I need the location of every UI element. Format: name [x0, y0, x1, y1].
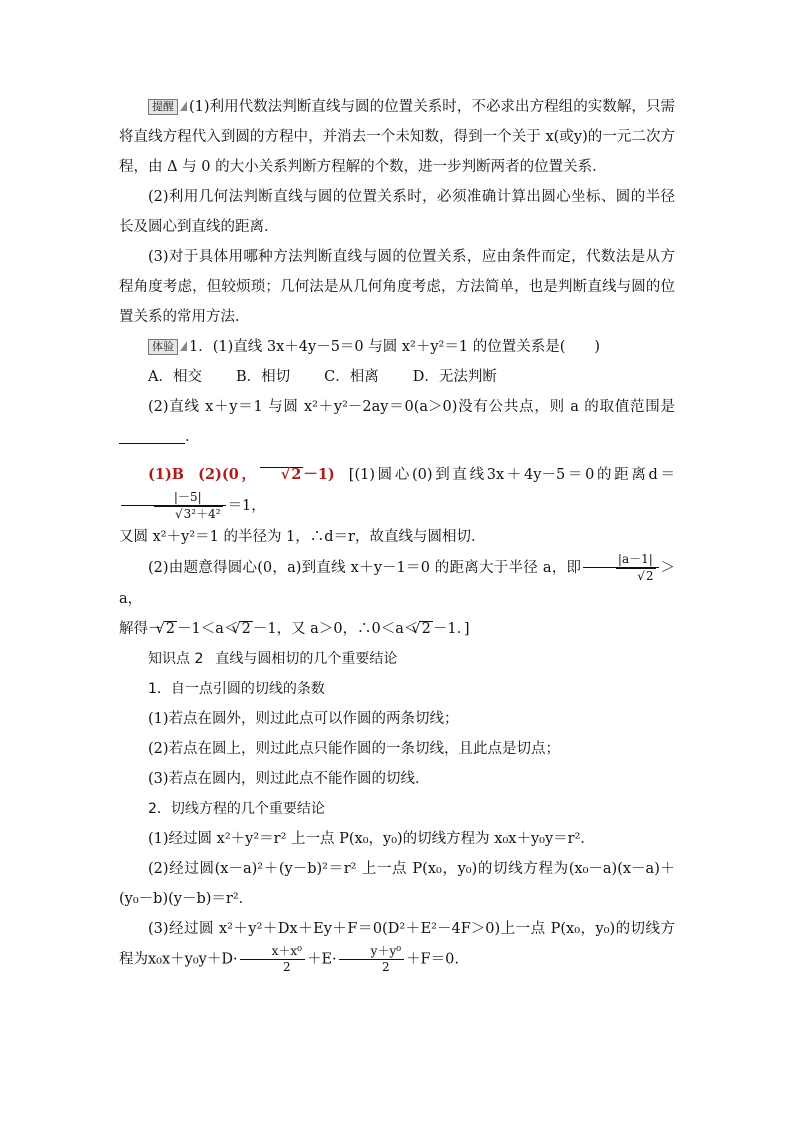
option-d: D．无法判断 — [412, 369, 497, 385]
section-1-item-2: (2)若点在圆上，则过此点只能作圆的一条切线，且此点是切点； — [148, 741, 561, 757]
answer-line-2: 又圆 x²＋y²＝1 的半径为 1，∴d＝r，故直线与圆相切． — [119, 529, 486, 545]
answer-2: (2)(0，√ 2 －1) — [198, 466, 335, 483]
exercise-options — [119, 362, 675, 392]
hint-paragraph-2: (2)利用几何法判断直线与圆的位置关系时，必须准确计算出圆心坐标、圆的半径长及圆心到直线的距离． — [119, 189, 675, 235]
section-1-item-1: (1)若点在圆外，则过此点可以作圆的两条切线； — [148, 711, 459, 727]
tag-corner-icon — [180, 101, 187, 111]
content — [119, 92, 675, 975]
hint-tag: 提醒 — [148, 99, 178, 115]
answer-blank — [119, 427, 185, 444]
distance-fraction-2: |a－1| √ 2 — [583, 552, 658, 584]
distance-fraction: |－5| √ 3²＋4² — [121, 490, 226, 522]
section-2-item-3: (3)经过圆 x²＋y²＋Dx＋Ey＋F＝0(D²＋E²－4F＞0)上一点 P(x₀，y₀)的切线方程为x₀x＋y₀y＋D· $\frac{\text{x＋x⁰}}{2}$ ＋E· $\frac{\text{y＋y⁰}}{2}$ ＋F＝0. — [119, 921, 675, 974]
option-b: B．相切 — [235, 369, 291, 385]
section-2-title: 2．切线方程的几个重要结论 — [148, 801, 325, 817]
hint-paragraph-3: (3)对于具体用哪种方法判断直线与圆的位置关系，应由条件而定，代数法是从方程角度考虑，但较烦琐；几何法是从几何角度考虑，方法简单，也是判断直线与圆的位置关系的常用方法． — [119, 249, 675, 325]
section-1-item-3: (3)若点在圆内，则过此点不能作圆的切线． — [148, 771, 430, 787]
option-a: A．相交 — [148, 369, 202, 385]
exercise-question-1: 体验 1．(1)直线 3x＋4y－5＝0 与圆 x²＋y²＝1 的位置关系是( ) — [119, 332, 675, 362]
tangent-fraction-1: $\frac{\text{x＋x⁰}}{2}$ — [240, 944, 305, 975]
exercise-question-2: (2)直线 x＋y＝1 与圆 x²＋y²－2ay＝0(a＞0)没有公共点，则 a 的取值范围是． — [119, 392, 675, 452]
exercise-tag: 体验 — [148, 339, 178, 355]
knowledge-title: 知识点 2 直线与圆相切的几个重要结论 — [148, 651, 398, 667]
tangent-fraction-2: $\frac{\text{y＋y⁰}}{2}$ — [339, 944, 404, 975]
hint-paragraph-1: 提醒 (1)利用代数法判断直线与圆的位置关系时，不必求出方程组的实数解，只需将直线方程代入到圆的方程中，并消去一个未知数，得到一个关于 x(或y)的一元二次方程，由 Δ 与 0 的大小关系判断方程解的个数，进一步判断两者的位置关系． — [119, 99, 675, 175]
answer-line-3: (2)由题意得圆心(0，a)到直线 x＋y－1＝0 的距离大于半径 a，即 |a－1| √ 2 ＞a， — [119, 552, 675, 614]
tag-corner-icon — [180, 341, 187, 351]
section-2-item-1: (1)经过圆 x²＋y²＝r² 上一点 P(x₀，y₀)的切线方程为 x₀x＋y₀y＝r²． — [148, 831, 595, 847]
answer-line-1: (1)B (2)(0，√ 2 －1) [(1)圆心(0)到直线3x＋4y－5＝0的距离d＝ |－5| √ 3²＋4² ＝1， — [119, 460, 675, 522]
section-1-title: 1．自一点引圆的切线的条数 — [148, 681, 325, 697]
answer-line-4: 解得－√ 2 －1＜a＜√ 2 －1，又 a＞0，∴0＜a＜√ 2 －1．] — [119, 614, 675, 644]
option-c: C．相离 — [324, 369, 379, 385]
section-2-item-2: (2)经过圆(x－a)²＋(y－b)²＝r² 上一点 P(x₀，y₀)的切线方程为(x₀－a)(x－a)＋(y₀－b)(y－b)＝r²． — [119, 861, 675, 907]
answer-1: (1)B — [148, 466, 185, 483]
